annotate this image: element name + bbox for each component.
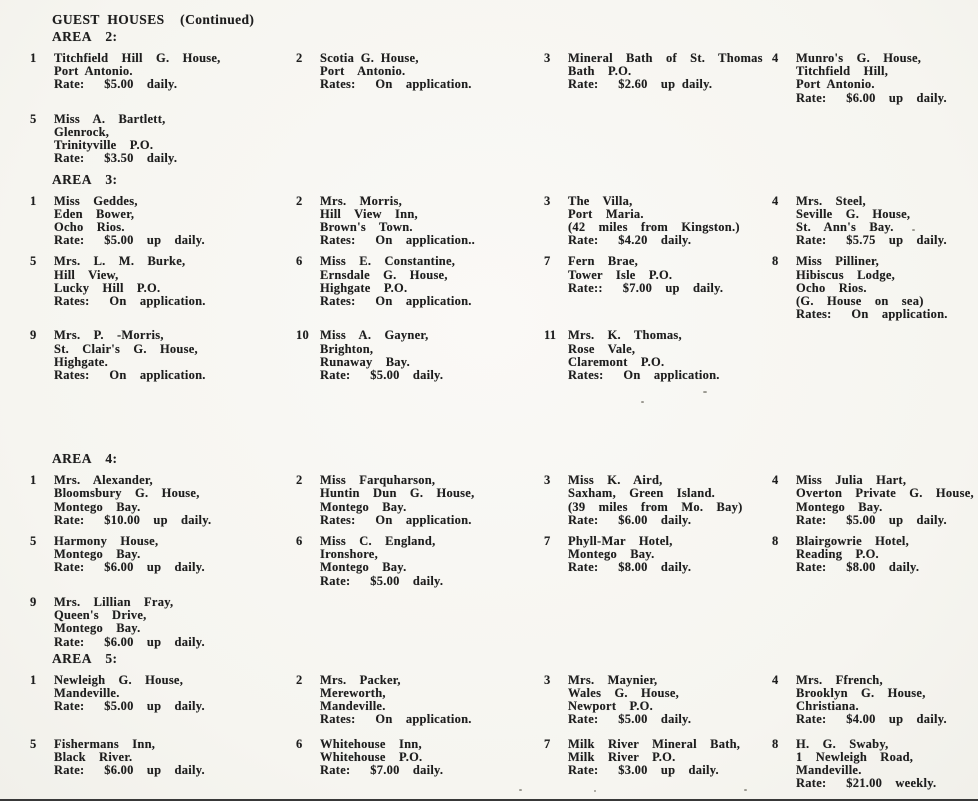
scan-speck [744, 789, 747, 791]
entry-text [796, 255, 948, 321]
entry-line: Rate: $6.00 daily. [568, 512, 692, 527]
entry-row [30, 329, 978, 382]
entry-line: Miss Pilliner, [796, 254, 880, 269]
entry-line: Titchfield Hill G. House, [54, 51, 221, 65]
entry-line: The Villa, [568, 193, 633, 208]
entry-number: 1 [30, 193, 37, 208]
entry-text [54, 52, 221, 92]
guest-house-entry [296, 52, 544, 92]
entry-line: Rates: On application. [320, 712, 472, 727]
entry-line: St. Ann's Bay. [796, 220, 894, 235]
entry-line: (42 miles from Kingston.) [568, 220, 740, 235]
areas-container [0, 30, 978, 790]
entry-line: Rate: $5.00 daily. [54, 77, 178, 92]
entry-line: Brooklyn G. House, [796, 685, 926, 700]
entry-line: Whitehouse P.O. [320, 749, 423, 764]
guest-house-entry [296, 738, 544, 778]
entry-number: 6 [296, 736, 303, 751]
entry-number: 9 [30, 328, 37, 343]
entry-line: Montego Bay. [568, 547, 655, 562]
entry-text [54, 738, 205, 778]
entry-line: Rate: $8.00 daily. [568, 560, 692, 575]
entry-line: Rate: $6.00 up daily. [54, 762, 205, 777]
entry-line: Montego Bay. [320, 499, 407, 514]
area-heading: AREA 3: [52, 171, 118, 187]
entry-line: Trinityville P.O. [54, 138, 154, 153]
entry-number: 2 [296, 473, 303, 488]
entry-line: Montego Bay. [54, 547, 141, 562]
entry-line: Rate: $21.00 weekly. [796, 776, 937, 791]
entry-line: Mrs. Maynier, [568, 672, 658, 687]
entry-line: Mrs. K. Thomas, [568, 328, 682, 343]
entry-line: Rate: $3.50 daily. [54, 151, 178, 166]
entry-number: 10 [296, 328, 309, 343]
entry-line: Bath P.O. [568, 64, 632, 79]
entry-line: Rates: On application. [54, 294, 206, 309]
entry-line: Miss Julia Hart, [796, 473, 907, 488]
entry-line: Whitehouse Inn, [320, 736, 422, 751]
entry-line: Harmony House, [54, 534, 159, 549]
guest-house-entry [30, 535, 296, 575]
entry-text [54, 113, 177, 166]
entry-number: 9 [30, 594, 37, 609]
entry-text [796, 738, 936, 791]
entry-line: Miss C. England, [320, 534, 436, 549]
entry-line: Mandeville. [54, 685, 120, 700]
entry-line: Rate: $5.00 up daily. [54, 699, 205, 714]
entry-text [796, 474, 974, 527]
entry-line: Wales G. House, [568, 685, 680, 700]
guest-house-entry [544, 195, 772, 248]
entry-line: Hibiscus Lodge, [796, 267, 896, 282]
entry-line: Munro's G. House, [796, 51, 922, 65]
entry-number: 7 [544, 534, 551, 549]
entry-line: Rate: $5.75 up daily. [796, 233, 947, 248]
entry-line: Bloomsbury G. House, [54, 486, 200, 501]
guest-house-entry [772, 738, 978, 791]
entry-line: Rate: $2.60 up daily. [568, 77, 713, 92]
entry-text [54, 329, 206, 382]
entry-line: Montego Bay. [320, 560, 407, 575]
entry-number: 8 [772, 736, 779, 751]
entry-line: Newleigh G. House, [54, 672, 184, 687]
entry-line: Brown's Town. [320, 220, 413, 235]
entry-line: Rate: $6.00 up daily. [54, 634, 205, 649]
guest-house-entry [544, 738, 772, 778]
entry-number: 1 [30, 473, 37, 488]
guest-house-entry [30, 329, 296, 382]
guest-house-entry [772, 195, 978, 248]
entry-line: Milk River Mineral Bath, [568, 736, 741, 751]
guest-house-entry [772, 674, 978, 727]
entry-line: Rate: $5.00 daily. [320, 368, 444, 383]
entry-line: Highgate. [54, 354, 108, 369]
entry-line: Christiana. [796, 699, 859, 714]
guest-house-entry [772, 52, 978, 105]
entry-text [568, 738, 740, 778]
entry-line: (G. House on sea) [796, 294, 924, 309]
guest-house-entry [296, 535, 544, 588]
entry-number: 11 [544, 328, 557, 343]
entry-line: Rates: On application. [320, 77, 472, 92]
entry-line: Saxham, Green Island. [568, 486, 716, 501]
entry-line: Rates: On application.. [320, 233, 476, 248]
entry-line: Rate:: $7.00 up daily. [568, 280, 724, 295]
entry-line: Blairgowrie Hotel, [796, 534, 909, 549]
entry-line: Rate: $8.00 daily. [796, 560, 920, 575]
entry-number: 8 [772, 534, 779, 549]
entry-line: Ironshore, [320, 547, 378, 562]
entry-line: Miss E. Constantine, [320, 254, 456, 269]
entry-number: 6 [296, 534, 303, 549]
entry-number: 4 [772, 672, 779, 687]
entry-text [54, 255, 206, 308]
entry-line: Fishermans Inn, [54, 736, 156, 751]
entry-number: 1 [30, 51, 37, 65]
entry-line: Montego Bay. [54, 499, 141, 514]
entry-line: Mrs. Morris, [320, 193, 402, 208]
entry-line: Hill View Inn, [320, 206, 418, 221]
guest-house-entry [30, 596, 296, 649]
entry-text [796, 674, 947, 727]
entry-text [568, 195, 740, 248]
entry-text [320, 674, 472, 727]
scan-speck [703, 391, 707, 393]
entry-line: Rate: $7.00 daily. [320, 762, 444, 777]
entry-line: Ernsdale G. House, [320, 267, 448, 282]
entry-number: 8 [772, 254, 779, 269]
entry-number: 7 [544, 736, 551, 751]
entry-number: 3 [544, 193, 551, 208]
guest-house-entry [30, 474, 296, 527]
entry-text [568, 474, 743, 527]
entry-line: Milk River P.O. [568, 749, 676, 764]
entry-text [320, 474, 474, 527]
entry-row [30, 255, 978, 321]
entry-number: 1 [30, 672, 37, 687]
entry-text [568, 535, 691, 575]
area-heading: AREA 4: [52, 451, 118, 467]
entry-line: Hill View, [54, 267, 119, 282]
guest-house-entry [544, 255, 772, 295]
guest-house-entry [30, 738, 296, 778]
entry-line: Rate: $5.00 up daily. [54, 233, 205, 248]
entry-text [568, 329, 720, 382]
entry-line: Tower Isle P.O. [568, 267, 673, 282]
entry-number: 3 [544, 473, 551, 488]
entry-row [30, 596, 978, 649]
entry-line: Mrs. Ffrench, [796, 672, 883, 687]
entry-text [320, 535, 443, 588]
entry-line: Mereworth, [320, 685, 386, 700]
entry-text [54, 674, 205, 714]
entry-line: Mrs. L. M. Burke, [54, 254, 186, 269]
entry-line: Rate: $6.00 up daily. [54, 560, 205, 575]
entry-line: Miss A. Bartlett, [54, 111, 166, 126]
entry-line: Rate: $5.00 daily. [320, 573, 444, 588]
entry-line: Mrs. Alexander, [54, 473, 153, 488]
entry-line: Rates: On application. [568, 368, 720, 383]
entry-line: Rose Vale, [568, 341, 636, 356]
scan-speck [641, 401, 644, 403]
guest-house-entry [30, 52, 296, 92]
guest-house-entry [772, 535, 978, 575]
entry-line: Ocho Rios. [796, 280, 867, 295]
guest-house-entry [296, 674, 544, 727]
entry-line: Mandeville. [796, 762, 862, 777]
guest-house-entry [30, 195, 296, 248]
guest-house-entry [296, 329, 544, 382]
entry-line: Rate: $6.00 up daily. [796, 90, 947, 105]
entry-number: 2 [296, 193, 303, 208]
entry-line: Highgate P.O. [320, 280, 408, 295]
entry-line: Newport P.O. [568, 699, 653, 714]
entry-line: Black River. [54, 749, 133, 764]
guest-house-entry [296, 255, 544, 308]
guest-house-entry [544, 52, 772, 92]
entry-text [54, 474, 211, 527]
entry-line: Rate: $4.20 daily. [568, 233, 692, 248]
entry-text [54, 195, 205, 248]
entry-row [30, 113, 978, 166]
entry-number: 7 [544, 254, 551, 269]
entry-number: 5 [30, 254, 37, 269]
entry-line: Mrs. Lillian Fray, [54, 594, 174, 609]
entry-number: 4 [772, 51, 779, 65]
entry-line: Fern Brae, [568, 254, 638, 269]
guest-house-entry [296, 474, 544, 527]
entry-text [568, 255, 723, 295]
entry-number: 5 [30, 736, 37, 751]
scan-speck [594, 790, 596, 792]
entry-number: 3 [544, 51, 551, 65]
entry-line: Miss K. Aird, [568, 473, 663, 488]
area-heading: AREA 2: [52, 29, 118, 44]
entry-line: Lucky Hill P.O. [54, 280, 161, 295]
entry-text [320, 255, 472, 308]
entry-text [320, 195, 475, 248]
entry-number: 3 [544, 672, 551, 687]
entry-line: Eden Bower, [54, 206, 135, 221]
entry-line: Rate: $4.00 up daily. [796, 712, 947, 727]
guest-house-entry [30, 674, 296, 714]
entry-row [30, 52, 978, 105]
guest-house-entry [772, 474, 978, 527]
entry-line: Scotia G. House, [320, 51, 419, 65]
entry-text [54, 596, 205, 649]
entry-line: Rates: On application. [54, 368, 206, 383]
entry-line: Port Maria. [568, 206, 644, 221]
guest-house-entry [544, 535, 772, 575]
entry-line: Rate: $5.00 daily. [568, 712, 692, 727]
guest-house-entry [544, 674, 772, 727]
entry-line: Claremont P.O. [568, 354, 665, 369]
scan-speck [912, 229, 915, 231]
entry-line: Queen's Drive, [54, 608, 147, 623]
entry-line: 1 Newleigh Road, [796, 749, 914, 764]
entry-number: 4 [772, 473, 779, 488]
guest-house-entry [30, 255, 296, 308]
entry-row [30, 674, 978, 727]
entry-text [320, 52, 472, 92]
entry-line: Glenrock, [54, 125, 110, 140]
entry-line: St. Clair's G. House, [54, 341, 198, 356]
entry-text [568, 52, 763, 92]
entry-text [796, 535, 919, 575]
guest-house-entry [30, 113, 296, 166]
entry-line: (39 miles from Mo. Bay) [568, 499, 743, 514]
entry-line: Port Antonio. [320, 64, 406, 79]
entry-line: Montego Bay. [54, 621, 141, 636]
entry-line: Rates: On application. [796, 307, 948, 322]
entry-row [30, 474, 978, 527]
entry-number: 4 [772, 193, 779, 208]
entry-number: 2 [296, 51, 303, 65]
entry-text [796, 195, 947, 248]
entry-text [568, 674, 691, 727]
entry-line: Montego Bay. [796, 499, 883, 514]
area-heading: AREA 5: [52, 650, 118, 666]
guest-house-entry [296, 195, 544, 248]
entry-line: Mineral Bath of St. Thomas [568, 51, 763, 65]
scan-speck [519, 789, 522, 791]
entry-line: Mrs. Packer, [320, 672, 401, 687]
guest-house-entry [544, 474, 772, 527]
guest-house-entry [544, 329, 772, 382]
entry-text [320, 329, 443, 382]
entry-line: Rate: $10.00 up daily. [54, 512, 212, 527]
entry-line: Miss Farquharson, [320, 473, 436, 488]
entry-line: Port Antonio. [796, 77, 875, 92]
entry-line: Titchfield Hill, [796, 64, 889, 79]
entry-line: Runaway Bay. [320, 354, 410, 369]
page-title: GUEST HOUSES (Continued) [52, 12, 255, 27]
entry-row [30, 738, 978, 791]
entry-row [30, 195, 978, 248]
entry-line: Rates: On application. [320, 512, 472, 527]
entry-line: Brighton, [320, 341, 374, 356]
entry-number: 5 [30, 111, 37, 126]
entry-line: Mandeville. [320, 699, 386, 714]
entry-line: Miss Geddes, [54, 193, 138, 208]
entry-line: Ocho Rios. [54, 220, 125, 235]
entry-line: Overton Private G. House, [796, 486, 974, 501]
entry-number: 2 [296, 672, 303, 687]
entry-line: Mrs. P. -Morris, [54, 328, 164, 343]
entry-line: Phyll-Mar Hotel, [568, 534, 673, 549]
entry-number: 6 [296, 254, 303, 269]
entry-line: Rate: $5.00 up daily. [796, 512, 947, 527]
entry-text [796, 52, 947, 105]
entry-text [54, 535, 205, 575]
entry-row [30, 535, 978, 588]
guest-house-entry [772, 255, 978, 321]
entry-line: Mrs. Steel, [796, 193, 866, 208]
entry-line: H. G. Swaby, [796, 736, 889, 751]
entry-line: Huntin Dun G. House, [320, 486, 475, 501]
entry-line: Rate: $3.00 up daily. [568, 762, 719, 777]
entry-line: Reading P.O. [796, 547, 879, 562]
entry-line: Miss A. Gayner, [320, 328, 429, 343]
entry-line: Seville G. House, [796, 206, 911, 221]
entry-line: Rates: On application. [320, 294, 472, 309]
entry-number: 5 [30, 534, 37, 549]
entry-text [320, 738, 443, 778]
entry-line: Port Antonio. [54, 64, 133, 79]
